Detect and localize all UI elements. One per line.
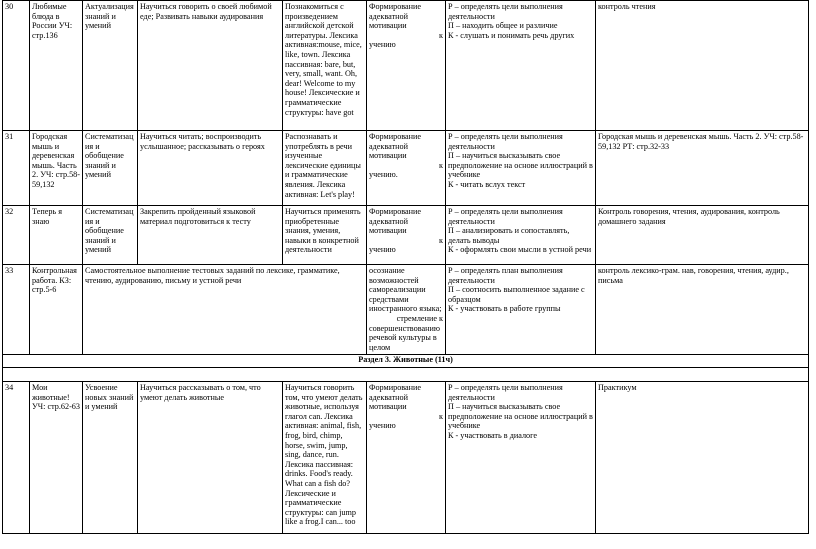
control-form: контроль чтения [596,1,809,131]
table-row [3,265,809,355]
control-form: Практикум [596,382,809,534]
uud-cell: Р – определять цели выполнения деятельности П – научиться высказывать свое предположение на основе иллюстраций в учебнике К - читать вслух текст [446,131,596,206]
lesson-content: Научиться говорить том, что умеют делать животные, используя глагол can. Лексика активная: animal, fish, frog, bird, chimp, horse, swim, jump, sing, dance, run. Лексика пассивная: drinks. Food's ready. What can a fish do? Лексические и грамматические структуры: can jump like a frog.I can... too [283,382,367,534]
lesson-number: 34 [3,382,30,534]
personal-results: осознание возможностей самореализации средствами иностранного языка; стремление к совершенствованию речевой культуры в целом [367,265,446,355]
lesson-type: Систематизация и обобщение знаний и умений [83,131,138,206]
personal-results: Формирование адекватной мотивации к учению. [367,131,446,206]
lesson-content: Научиться применять приобретенные знания, умения, навыки в конкретной деятельности [283,206,367,265]
section-header-row [3,355,809,368]
control-form: Контроль говорения, чтения, аудирования, контроль домашнего задания [596,206,809,265]
table-row [3,1,809,131]
lesson-topic: Любимые блюда в России УЧ: стр.136 [30,1,83,131]
lesson-topic: Теперь я знаю [30,206,83,265]
uud-cell: Р – определять план выполнения деятельности П – соотносить выполненное задание с образцом К - участвовать в работе группы [446,265,596,355]
lesson-number: 30 [3,1,30,131]
lesson-type: Усвоение новых знаний и умений [83,382,138,534]
lesson-type: Актуализация знаний и умений [83,1,138,131]
lesson-goal: Научиться читать; воспроизводить услышанное; рассказывать о героях [138,131,283,206]
lesson-topic: Мои животные! УЧ: стр.62-63 [30,382,83,534]
lesson-goal: Закрепить пройденный языковой материал подготовиться к тесту [138,206,283,265]
lesson-plan-table [2,0,809,534]
spacer-row [3,368,809,382]
uud-cell: Р – определять цели выполнения деятельности П – анализировать и сопоставлять, делать выводы К - оформлять свои мысли в устной речи [446,206,596,265]
personal-results: Формирование адекватной мотивации к учению [367,206,446,265]
lesson-number: 31 [3,131,30,206]
table-row [3,382,809,534]
section-title: Раздел 3. Животные (11ч) [3,355,809,368]
lesson-number: 32 [3,206,30,265]
uud-cell: Р – определять цели выполнения деятельности П – научиться высказывать свое предположение на основе иллюстраций в учебнике К - участвовать в диалоге [446,382,596,534]
lesson-goal: Научиться рассказывать о том, что умеют делать животные [138,382,283,534]
control-form: контроль лексико-грам. нав, говорения, чтения, аудир., письма [596,265,809,355]
lesson-number: 33 [3,265,30,355]
merged-activity: Самостоятельное выполнение тестовых заданий по лексике, грамматике, чтению, аудированию, письму и устной речи [83,265,367,355]
lesson-goal: Научиться говорить о своей любимой еде; Развивать навыки аудирования [138,1,283,131]
table-row [3,131,809,206]
uud-cell: Р – определять цели выполнения деятельности П – находить общее и различие К - слушать и понимать речь других [446,1,596,131]
lesson-type: Систематизация и обобщение знаний и умений [83,206,138,265]
lesson-content: Распознавать и употреблять в речи изученные лексические единицы и грамматические явления. Лексика активная: Let's play! [283,131,367,206]
personal-results: Формирование адекватной мотивации к учению [367,1,446,131]
lesson-topic: Городская мышь и деревенская мышь. Часть 2. УЧ: стр.58-59,132 [30,131,83,206]
lesson-topic: Контрольная работа. КЗ: стр.5-6 [30,265,83,355]
table-row [3,206,809,265]
lesson-content: Познакомиться с произведением английской детской литературы. Лексика активная:mouse, mice, like, town. Лексика пассивная: bare, but, very, small, want. Oh, dear! Welcome to my house! Лексические и грамматические структуры: have got [283,1,367,131]
control-form: Городская мышь и деревенская мышь. Часть 2. УЧ: стр.58-59,132 РТ: стр.32-33 [596,131,809,206]
personal-results: Формирование адекватной мотивации к учению [367,382,446,534]
